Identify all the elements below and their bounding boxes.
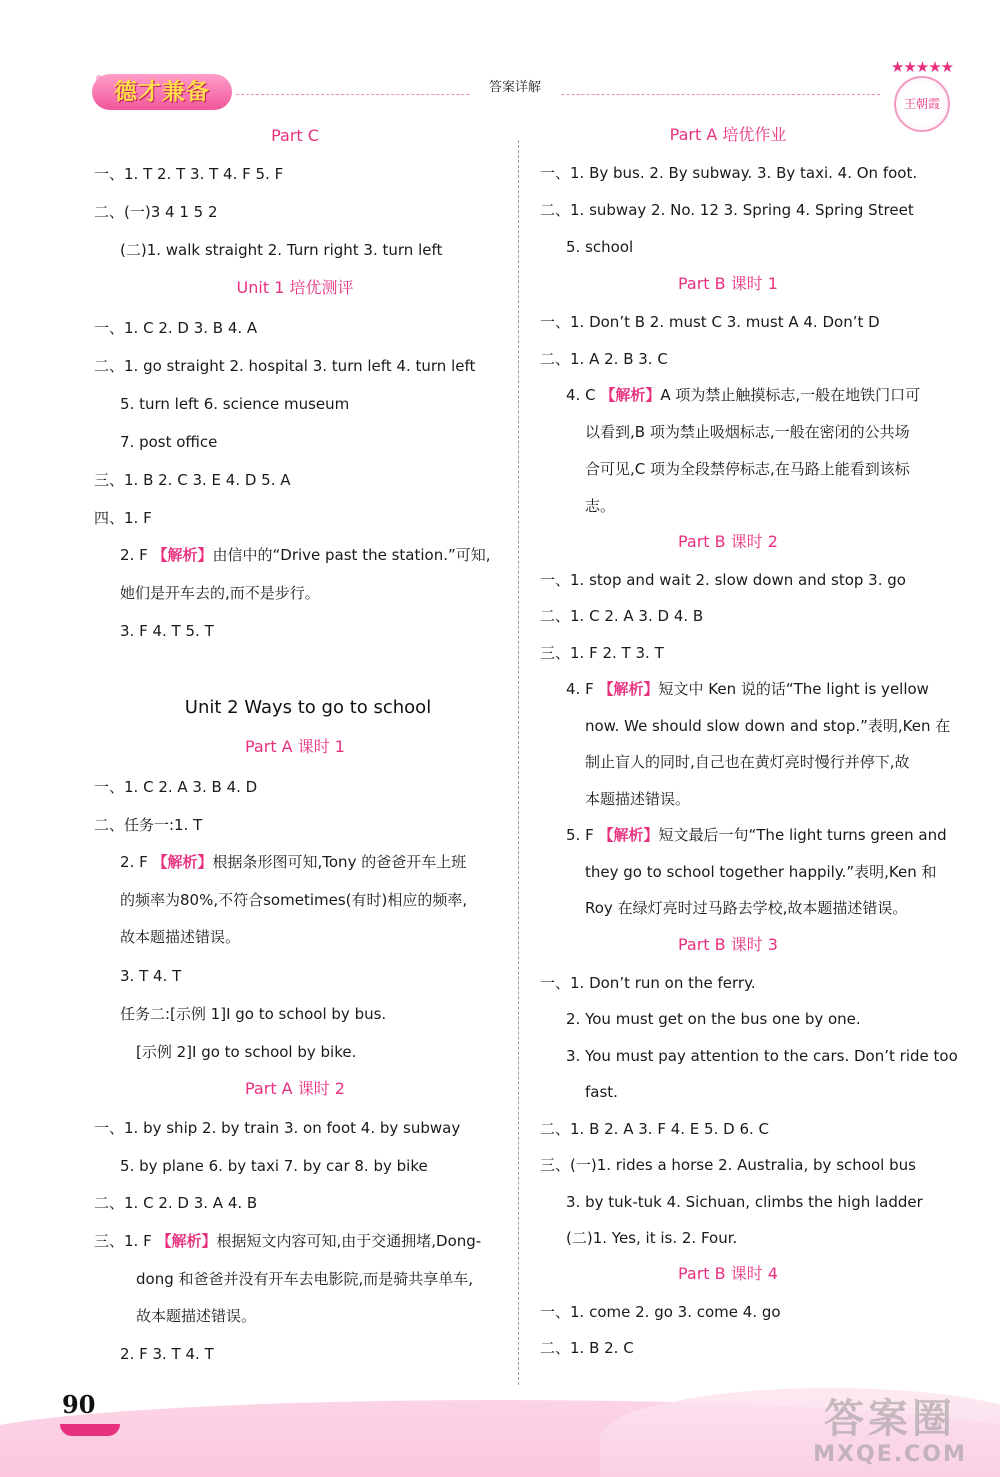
analysis-text: 根据短文内容可知,由于交通拥堵,Dong- xyxy=(216,1232,482,1250)
answer-line: 二、任务一:1. T xyxy=(94,816,203,834)
answer-line xyxy=(566,385,920,405)
answer-line: 一、1. T 2. T 3. T 4. F 5. F xyxy=(94,165,284,183)
analysis-text: 短文中 Ken 说的话“The light is yellow xyxy=(658,680,929,698)
section-heading: Part B 课时 3 xyxy=(677,935,778,954)
analysis-text: 由信中的“Drive past the station.”可知, xyxy=(212,546,491,564)
page-number-mark xyxy=(60,1424,120,1436)
page-header xyxy=(0,0,1000,120)
answer-line: 四、1. F xyxy=(94,509,152,527)
section-heading: Unit 1 培优测评 xyxy=(236,278,354,297)
answer-line: fast. xyxy=(585,1083,618,1101)
answer-line: 一、1. C 2. D 3. B 4. A xyxy=(94,319,258,337)
publisher-badge xyxy=(882,58,962,128)
answer-line: 志。 xyxy=(585,497,616,515)
answer-line: 二、1. A 2. B 3. C xyxy=(540,350,668,368)
analysis-text: 根据条形图可知,Tony 的爸爸开车上班 xyxy=(212,853,467,871)
answer-line: 一、1. by ship 2. by train 3. on foot 4. by subway xyxy=(94,1119,461,1137)
section-heading: Part C xyxy=(271,126,319,145)
answer-line: 二、1. subway 2. No. 12 3. Spring 4. Spring Street xyxy=(540,201,914,219)
analysis-text: 短文最后一句“The light turns green and xyxy=(658,826,947,844)
answer-line: 一、1. Don’t run on the ferry. xyxy=(540,974,756,992)
answer-line: 一、1. Don’t B 2. must C 3. must A 4. Don’t D xyxy=(540,313,880,331)
answer-line xyxy=(120,852,466,872)
section-heading: Part A 培优作业 xyxy=(669,125,787,144)
column-divider xyxy=(518,140,519,1385)
logo-decoration xyxy=(96,66,236,74)
analysis-tag: 【解析】 xyxy=(152,546,213,564)
answer-line: 二、1. B 2. C xyxy=(540,1339,634,1357)
answer-line: 三、1. B 2. C 3. E 4. D 5. A xyxy=(94,471,291,489)
answer-line: 一、1. C 2. A 3. B 4. D xyxy=(94,778,258,796)
analysis-tag: 【解析】 xyxy=(598,680,659,698)
answer-line: 合可见,C 项为全段禁停标志,在马路上能看到该标 xyxy=(585,460,910,478)
answer-line: (二)1. Yes, it is. 2. Four. xyxy=(566,1229,738,1247)
answer-line xyxy=(566,825,947,845)
answer-line: 她们是开车去的,而不是步行。 xyxy=(120,584,320,602)
answer-text: 4. F xyxy=(566,680,599,698)
answer-text: 4. C xyxy=(566,386,601,404)
answer-line: 一、1. By bus. 2. By subway. 3. By taxi. 4. On foot. xyxy=(540,164,918,182)
answer-line: 三、(一)1. rides a horse 2. Australia, by school bus xyxy=(540,1156,916,1174)
answer-line: [示例 2]I go to school by bike. xyxy=(136,1043,357,1061)
section-heading: Part A 课时 1 xyxy=(245,737,345,756)
analysis-tag: 【解析】 xyxy=(152,853,213,871)
answer-line: Roy 在绿灯亮时过马路去学校,故本题描述错误。 xyxy=(585,899,908,917)
answer-line: 3. by tuk-tuk 4. Sichuan, climbs the high ladder xyxy=(566,1193,923,1211)
watermark-main: 答案圈 xyxy=(824,1396,956,1442)
answer-line: 2. F 3. T 4. T xyxy=(120,1345,214,1363)
answer-line: 3. F 4. T 5. T xyxy=(120,622,214,640)
answer-line: 5. school xyxy=(566,238,634,256)
unit-title: Unit 2 Ways to go to school xyxy=(184,697,432,718)
answer-line: 二、1. C 2. D 3. A 4. B xyxy=(94,1194,258,1212)
answer-line: 2. You must get on the bus one by one. xyxy=(566,1010,861,1028)
answer-line: 的频率为80%,不符合sometimes(有时)相应的频率, xyxy=(120,891,468,909)
answer-line xyxy=(120,545,491,565)
answer-line: 三、1. F 2. T 3. T xyxy=(540,644,664,662)
answer-line: dong 和爸爸并没有开车去电影院,而是骑共享单车, xyxy=(136,1270,474,1288)
section-heading: Part B 课时 2 xyxy=(677,532,778,551)
analysis-text: A 项为禁止触摸标志,一般在地铁门口可 xyxy=(660,386,921,404)
analysis-tag: 【解析】 xyxy=(598,826,659,844)
watermark xyxy=(795,1396,985,1467)
section-heading: Part B 课时 4 xyxy=(677,1264,778,1283)
answer-line: 二、1. C 2. A 3. D 4. B xyxy=(540,607,704,625)
answer-text: 2. F xyxy=(120,546,153,564)
header-title: 答案详解 xyxy=(470,76,560,95)
answer-line: 任务二:[示例 1]I go to school by bus. xyxy=(120,1005,387,1023)
answer-line: (二)1. walk straight 2. Turn right 3. turn left xyxy=(120,241,443,259)
analysis-tag: 【解析】 xyxy=(600,386,661,404)
answer-line: 7. post office xyxy=(120,433,218,451)
answer-line: 5. by plane 6. by taxi 7. by car 8. by bike xyxy=(120,1157,428,1175)
answer-line: 二、(一)3 4 1 5 2 xyxy=(94,203,218,221)
answer-line: 故本题描述错误。 xyxy=(120,928,241,946)
page-number: 90 xyxy=(62,1390,96,1419)
answer-line xyxy=(566,679,929,699)
analysis-tag: 【解析】 xyxy=(156,1232,217,1250)
page-footer xyxy=(0,1380,1000,1477)
badge-seal: 王朝霞 xyxy=(894,76,950,132)
watermark-sub: MXQE.COM xyxy=(813,1442,967,1467)
answer-line: 以看到,B 项为禁止吸烟标志,一般在密闭的公共场 xyxy=(585,423,910,441)
section-heading: Part B 课时 1 xyxy=(677,274,778,293)
answer-line: 一、1. come 2. go 3. come 4. go xyxy=(540,1303,781,1321)
answer-line: 故本题描述错误。 xyxy=(136,1307,257,1325)
answer-line: they go to school together happily.”表明,Ken 和 xyxy=(585,863,937,881)
answer-line: 5. turn left 6. science museum xyxy=(120,395,350,413)
answer-line: 一、1. stop and wait 2. slow down and stop 3. go xyxy=(540,571,906,589)
answer-text: 5. F xyxy=(566,826,599,844)
answer-line: 制止盲人的同时,自己也在黄灯亮时慢行并停下,故 xyxy=(585,753,910,771)
answer-text: 2. F xyxy=(120,853,153,871)
answer-text: 三、1. F xyxy=(94,1232,157,1250)
answer-line xyxy=(94,1231,481,1251)
answer-line: 3. T 4. T xyxy=(120,967,182,985)
answer-line: 本题描述错误。 xyxy=(585,790,691,808)
answer-line: 3. You must pay attention to the cars. Don’t ride too xyxy=(566,1047,958,1065)
star-icon: ★★★★★ xyxy=(890,58,954,76)
answer-line: now. We should slow down and stop.”表明,Ken 在 xyxy=(585,717,951,735)
answer-line: 二、1. B 2. A 3. F 4. E 5. D 6. C xyxy=(540,1120,769,1138)
brand-logo: 德才兼备 xyxy=(92,74,232,110)
section-heading: Part A 课时 2 xyxy=(245,1079,345,1098)
answer-line: 二、1. go straight 2. hospital 3. turn left 4. turn left xyxy=(94,357,476,375)
